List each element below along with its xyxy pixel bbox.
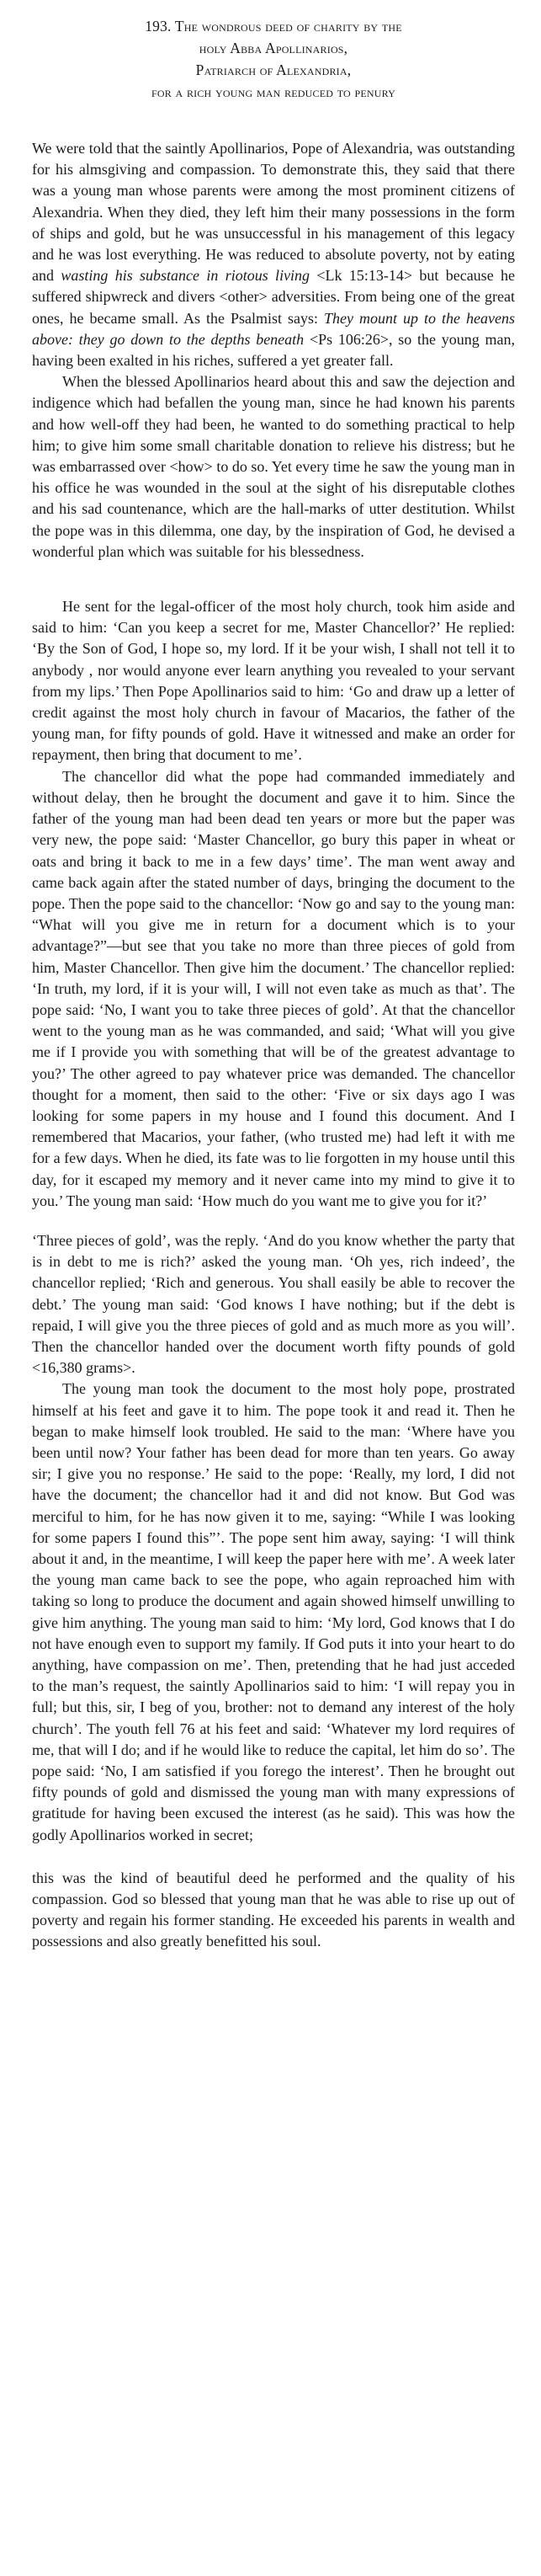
document-page [32,15,515,1953]
paragraph-1-italic-quote-2: They mount up to the heavens above: they go down to the depths beneath [32,309,516,348]
paragraph-1-part-b: <Lk 15:13-14> but because he suffered shipwreck and divers <other> adversities. From being one of the great ones, he became small. As the Psalmist says: [32,267,516,327]
chapter-heading [32,15,515,103]
heading-line-3: Patriarch of Alexandria, [195,61,352,78]
heading-line-4: for a rich young man reduced to penury [151,83,396,100]
heading-line-1: 193. The wondrous deed of charity by the [145,18,402,35]
paragraph-1-part-c: <Ps 106:26>, so the young man, having been exalted in his riches, suffered a yet greater fall. [32,330,515,370]
paragraph-7: this was the kind of beautiful deed he performed and the quality of his compassion. God so blessed that young man that he was able to rise up out of poverty and regain his former standing. He exceeded his parents in wealth and possessions and also greatly benefitted his soul. [32,1869,515,1950]
paragraph-3: He sent for the legal-officer of the most holy church, took him aside and said to him: ‘Can you keep a secret for me, Master Chancellor?’ He replied: ‘By the Son of God, I hope so, my lord. If it be your wish, I shall not tell it to anybody , nor would anyone ever learn anything you revealed to your servant from my lips.’ Then Pope Apollinarios said to him: ‘Go and draw up a letter of credit against the most holy church in favour of Macarios, the father of the young man, for fifty pounds of gold. Have it witnessed and make an order for repayment, then bring that document to me’. [32,598,515,764]
paragraph-5: ‘Three pieces of gold’, was the reply. ‘And do you know whether the party that is in debt to me is rich?’ asked the young man. ‘Oh yes, rich indeed’, the chancellor replied; ‘Rich and generous. You shall easily be able to recover the debt.’ The young man said: ‘God knows I have nothing; but if the debt is repaid, I will give you the three pieces of gold and as much more as you will’. Then the chancellor handed over the document worth fifty pounds of gold <16,380 grams>. [32,1231,515,1377]
paragraph-4: The chancellor did what the pope had commanded immediately and without delay, then he brought the document and gave it to him. Since the father of the young man had been dead ten years or more but the paper was very new, the pope said: ‘Master Chancellor, go bury this paper in wheat or oats and bring it back to me in a few days’ time’. The man went away and came back again after the stated number of days, bringing the document to the pope. Then the pope said to the chancellor: ‘Now go and say to the young man: “What will you give me in return for a document which is to your advantage?”—but see that you take no more than three pieces of gold from him, Master Chancellor. Then give him the document.’ The chancellor replied: ‘In truth, my lord, if it is your will, I will not even take as much as that’. The pope said: ‘No, I want you to take three pieces of gold’. At that the chancellor went to the young man as he was commanded, and said; ‘What will you give me if I provide you with something that will be of the greatest advantage to you?’ The other agreed to pay whatever price was demanded. The chancellor thought for a moment, then said to the other: ‘Five or six days ago I was looking for some papers in my house and I found this document. And I remembered that Macarios, your father, (who trusted me) had left it with me for a few days. When he died, its fate was to lie forgotten in my house until this day, for it escaped my memory and it never came into my mind to give it to you.’ The young man said: ‘How much do you want me to give you for it?’ [32,767,515,1209]
paragraph-1-part-a: We were told that the saintly Apollinarios, Pope of Alexandria, was outstanding for his almsgiving and compassion. To demonstrate this, they said that there was a young man whose parents were among the most prominent citizens of Alexandria. When they died, they left him their many possessions in the form of ships and gold, but he was unsuccessful in his management of this legacy and he was lost everything. He was reduced to absolute poverty, not by eating and [32,140,515,285]
paragraph-1 [32,138,515,371]
heading-line-2: holy Abba Apollinarios, [199,40,348,56]
paragraph-6: The young man took the document to the most holy pope, prostrated himself at his feet and gave it to him. The pope took it and read it. Then he began to make himself look troubled. He said to the man: ‘Where have you been until now? Your father has been dead for more than ten years. Go away sir; I give you no response.’ He said to the pope: ‘Really, my lord, I did not have the document; the chancellor had it and did not know. But God was merciful to him, for he has now given it to me, saying: “While I was looking for some papers I found this”’. The pope sent him away, saying: ‘I will think about it and, in the meantime, I will keep the paper here with me’. A week later the young man came back to see the pope, who again reproached him with taking so long to produce the document and again showed himself unwilling to give him anything. The young man said to him: ‘My lord, God knows that I do not have enough even to support my family. If God puts it into your heart to do anything, have compassion on me’. Then, pretending that he had just acceded to the man’s request, the saintly Apollinarios said to him: ‘I will repay you in full; but this, sir, I beg of you, brother: not to demand any interest of the holy church’. The youth fell 76 at his feet and said: ‘Whatever my lord requires of me, that will I do; and if he would like to reduce the capital, let him do so’. The pope said: ‘No, I am satisfied if you forego the interest’. Then he brought out fifty pounds of gold and dismissed the young man with many expressions of gratitude for having been excused the interest (as he said). This was how the godly Apollinarios worked in secret; [32,1380,515,1843]
paragraph-2: When the blessed Apollinarios heard about this and saw the dejection and indigence which had befallen the young man, since he had known his parents and how well-off they had been, he wanted to do something practical to help him; to give him some small charitable donation to relieve his distress; but he was embarrassed over <how> to do so. Yet every time he saw the young man in his office he was wounded in the soul at the sight of his disreputable clothes and his sad countenance, which are the hall-marks of utter destitution. Whilst the pope was in this dilemma, one day, by the inspiration of God, he devised a wonderful plan which was suitable for his blessedness. [32,373,515,560]
paragraph-1-italic-quote-1: wasting his substance in riotous living [61,267,310,285]
